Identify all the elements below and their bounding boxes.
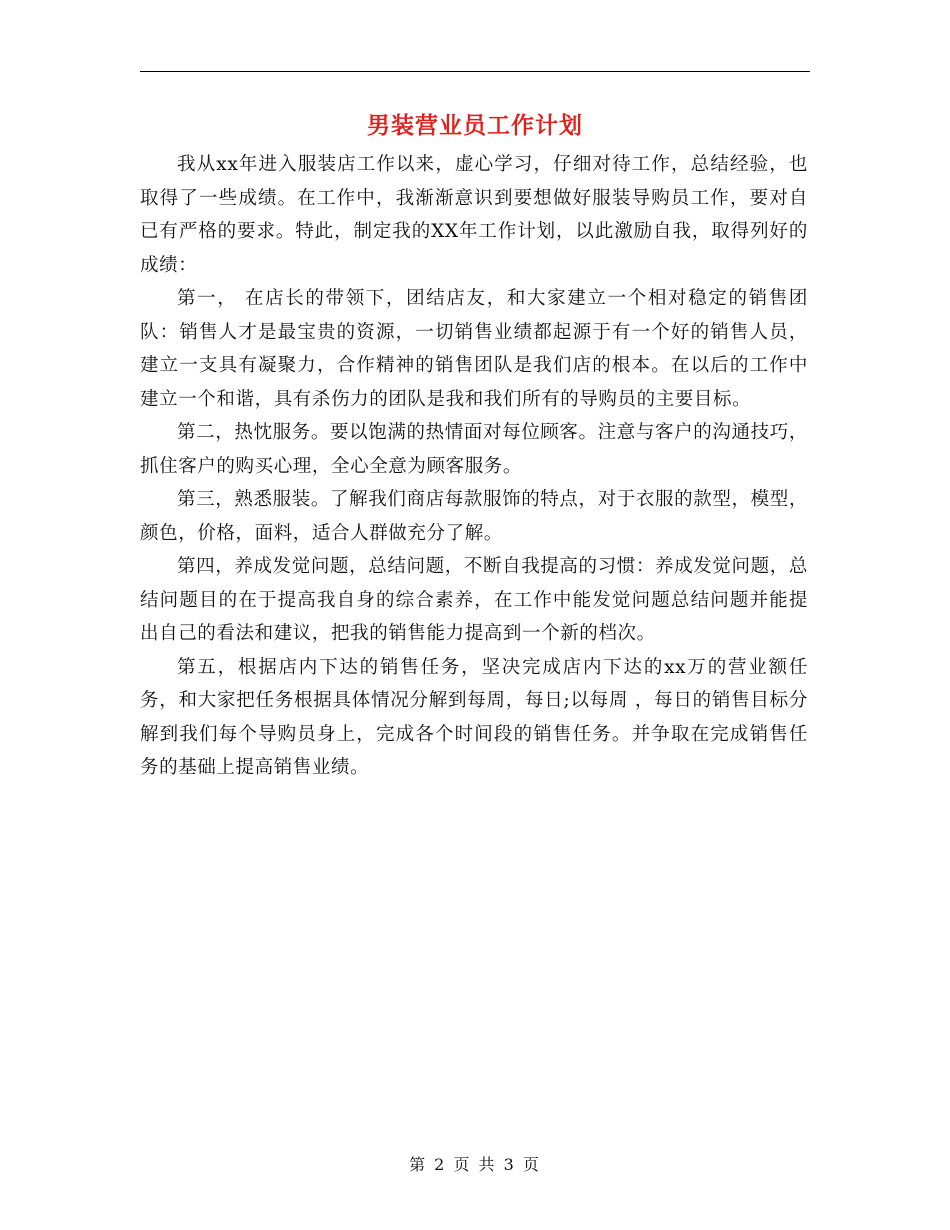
document-body [140, 148, 808, 785]
paragraph-fourth: 第四，养成发觉问题，总结问题，不断自我提高的习惯：养成发觉问题，总结问题目的在于提高我自身的综合素养，在工作中能发觉问题总结问题并能提出自己的看法和建议，把我的销售能力提高到一个新的档次。 [140, 556, 808, 644]
paragraph-second: 第二，热忱服务。要以饱满的热情面对每位顾客。注意与客户的沟通技巧，抓住客户的购买心理，全心全意为顾客服务。 [140, 422, 808, 477]
header-rule [140, 71, 810, 72]
document-title: 男装营业员工作计划 [367, 112, 583, 139]
paragraph-third: 第三，熟悉服装。了解我们商店每款服饰的特点，对于衣服的款型，模型，颜色，价格，面料，适合人群做充分了解。 [140, 489, 808, 544]
paragraph-first: 第一， 在店长的带领下，团结店友，和大家建立一个相对稳定的销售团队：销售人才是最宝贵的资源，一切销售业绩都起源于有一个好的销售人员，建立一支具有凝聚力，合作精神的销售团队是我们店的根本。在以后的工作中建立一个和谐，具有杀伤力的团队是我和我们所有的导购员的主要目标。 [140, 288, 808, 410]
paragraph-intro: 我从xx年进入服装店工作以来，虚心学习，仔细对待工作，总结经验，也取得了一些成绩。在工作中，我渐渐意识到要想做好服装导购员工作，要对自已有严格的要求。特此，制定我的XX年工作计划，以此激励自我，取得列好的成绩： [140, 154, 808, 276]
paragraph-fifth: 第五，根据店内下达的销售任务，坚决完成店内下达的xx万的营业额任务，和大家把任务根据具体情况分解到每周，每日;以每周 ，每日的销售目标分解到我们每个导购员身上，完成各个时间段的销售任务。并争取在完成销售任务的基础上提高销售业绩。 [140, 656, 808, 778]
page-number: 第 2 页 共 3 页 [409, 1155, 541, 1174]
